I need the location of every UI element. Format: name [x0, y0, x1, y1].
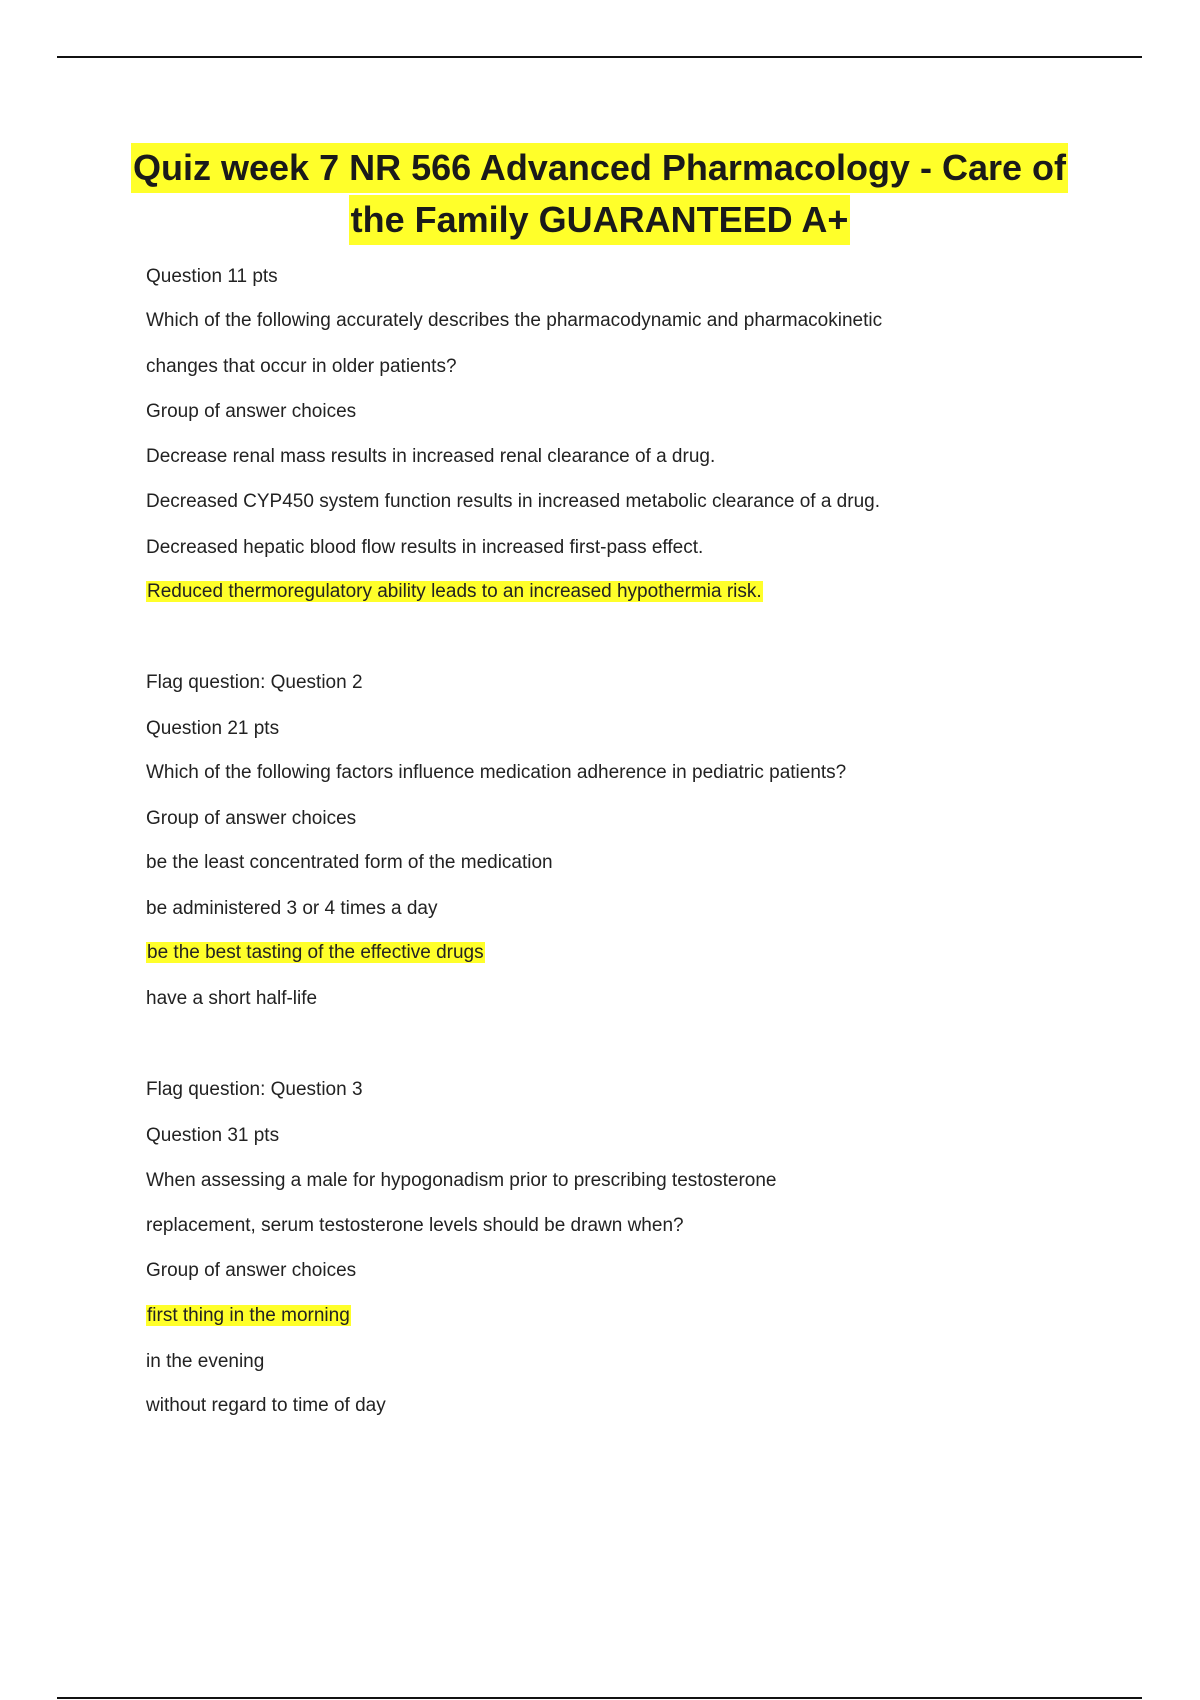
- question-3-choice-1-correct: [146, 1303, 351, 1329]
- question-1-choice-1: Decrease renal mass results in increased renal clearance of a drug.: [146, 446, 716, 467]
- question-2-choice-1: be the least concentrated form of the medication: [146, 852, 553, 873]
- question-3-group-label: Group of answer choices: [146, 1260, 357, 1281]
- question-2-group-label: Group of answer choices: [146, 808, 357, 829]
- top-rule: [57, 56, 1142, 58]
- question-1-header: Question 11 pts: [146, 266, 278, 287]
- question-3-header: Question 31 pts: [146, 1125, 280, 1146]
- document-title: [57, 142, 1142, 246]
- question-2-flag: Flag question: Question 2: [146, 672, 363, 693]
- question-3-choice-3: without regard to time of day: [146, 1395, 386, 1416]
- question-2-choice-4: have a short half-life: [146, 988, 318, 1009]
- question-1-choice-4-correct: [146, 579, 763, 605]
- question-2-choice-2: be administered 3 or 4 times a day: [146, 898, 438, 919]
- title-line-2: the Family GUARANTEED A+: [349, 195, 851, 245]
- question-1-choice-3: Decreased hepatic blood flow results in increased first-pass effect.: [146, 537, 704, 558]
- question-3-prompt-line-2: replacement, serum testosterone levels should be drawn when?: [146, 1215, 684, 1236]
- question-3-flag: Flag question: Question 3: [146, 1079, 363, 1100]
- question-1-prompt-line-2: changes that occur in older patients?: [146, 356, 457, 377]
- answer-highlight: Reduced thermoregulatory ability leads to an increased hypothermia risk.: [147, 581, 762, 602]
- question-2-prompt-line-1: Which of the following factors influence medication adherence in pediatric patients?: [146, 762, 847, 783]
- question-3-choice-2: in the evening: [146, 1351, 265, 1372]
- answer-highlight: be the best tasting of the effective drugs: [147, 942, 484, 963]
- question-1-prompt-line-1: Which of the following accurately describes the pharmacodynamic and pharmacokinetic: [146, 310, 883, 331]
- bottom-rule: [57, 1697, 1142, 1699]
- question-1-group-label: Group of answer choices: [146, 401, 357, 422]
- question-2-choice-3-correct: [146, 940, 485, 966]
- title-line-1: Quiz week 7 NR 566 Advanced Pharmacology - Care of: [131, 143, 1068, 193]
- question-3-prompt-line-1: When assessing a male for hypogonadism prior to prescribing testosterone: [146, 1170, 777, 1191]
- question-1-choice-2: Decreased CYP450 system function results in increased metabolic clearance of a drug.: [146, 491, 880, 512]
- question-2-header: Question 21 pts: [146, 718, 280, 739]
- answer-highlight: first thing in the morning: [147, 1305, 350, 1326]
